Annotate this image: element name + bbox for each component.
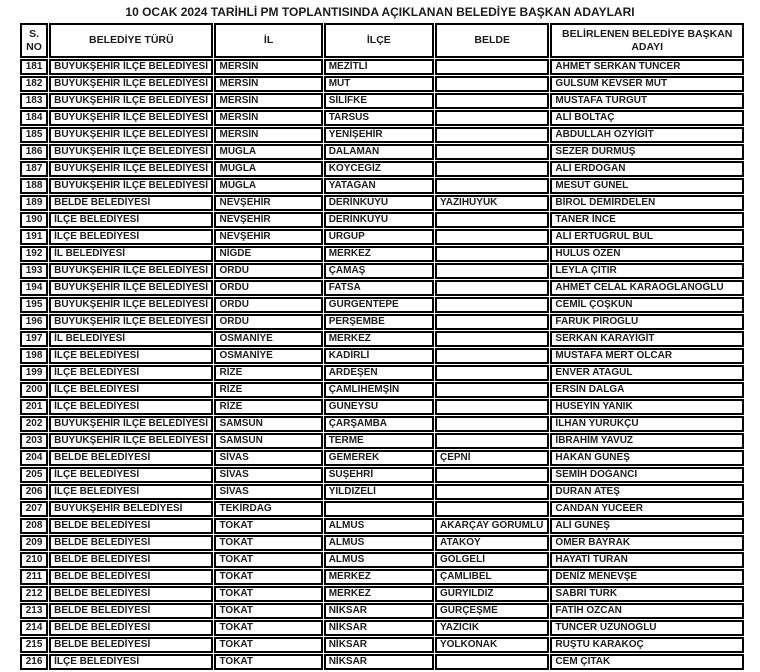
cell-candidate-name: ENVER ATAGÜL [550,365,744,381]
cell-candidate-name: AHMET CELAL KARAOĞLANOĞLU [550,280,744,296]
cell-municipality-type: BELDE BELEDİYESİ [49,450,213,466]
cell-municipality-type: BÜYÜKŞEHİR İLÇE BELEDİYESİ [49,433,213,449]
cell-town [435,467,549,483]
cell-candidate-name: CANDAN YÜCEER [550,501,744,517]
cell-town [435,654,549,670]
column-header-type: BELEDİYE TÜRÜ [49,23,213,58]
cell-town: YOLKONAK [435,637,549,653]
cell-district: MUT [324,76,434,92]
cell-province: TOKAT [214,552,322,568]
cell-municipality-type: BÜYÜKŞEHİR İLÇE BELEDİYESİ [49,314,213,330]
cell-municipality-type: İL BELEDİYESİ [49,331,213,347]
cell-sno: 189 [20,195,48,211]
cell-candidate-name: SEMİH DOĞANCI [550,467,744,483]
table-row [20,263,744,279]
cell-candidate-name: HAKAN GÜNEŞ [550,450,744,466]
cell-province: TOKAT [214,569,322,585]
cell-candidate-name: İBRAHİM YAVUZ [550,433,744,449]
table-row [20,76,744,92]
cell-province: OSMANİYE [214,331,322,347]
table-row [20,178,744,194]
table-row [20,110,744,126]
cell-district: NİKSAR [324,603,434,619]
cell-sno: 193 [20,263,48,279]
column-header-town: BELDE [435,23,549,58]
cell-sno: 202 [20,416,48,432]
cell-town [435,416,549,432]
cell-candidate-name: HAYATİ TURAN [550,552,744,568]
cell-province: TOKAT [214,654,322,670]
cell-province: ORDU [214,314,322,330]
cell-district: ÇAMAŞ [324,263,434,279]
cell-district: TERME [324,433,434,449]
cell-municipality-type: BÜYÜKŞEHİR İLÇE BELEDİYESİ [49,416,213,432]
cell-municipality-type: BÜYÜKŞEHİR İLÇE BELEDİYESİ [49,263,213,279]
cell-province: TOKAT [214,518,322,534]
cell-town [435,297,549,313]
cell-municipality-type: BELDE BELEDİYESİ [49,637,213,653]
cell-candidate-name: MUSTAFA TURGUT [550,93,744,109]
cell-candidate-name: GÜLSÜM KEVSER MUT [550,76,744,92]
cell-district: MERKEZ [324,569,434,585]
cell-district: YATAĞAN [324,178,434,194]
cell-sno: 191 [20,229,48,245]
cell-candidate-name: ALİ ERTUĞRUL BUL [550,229,744,245]
cell-sno: 184 [20,110,48,126]
cell-province: SAMSUN [214,433,322,449]
table-row [20,348,744,364]
table-row [20,280,744,296]
document-title: 10 OCAK 2024 TARİHLİ PM TOPLANTISINDA AÇIKLANAN BELEDİYE BAŞKAN ADAYLARI [125,5,635,19]
cell-sno: 188 [20,178,48,194]
cell-district: GÜNEYSU [324,399,434,415]
cell-district: ÇARŞAMBA [324,416,434,432]
cell-town [435,348,549,364]
cell-town: GÖLGELİ [435,552,549,568]
cell-municipality-type: BÜYÜKŞEHİR İLÇE BELEDİYESİ [49,110,213,126]
cell-province: MERSİN [214,93,322,109]
cell-candidate-name: SEZER DURMUŞ [550,144,744,160]
cell-district: ÇAMLIHEMŞİN [324,382,434,398]
cell-province: MERSİN [214,110,322,126]
cell-sno: 181 [20,59,48,75]
table-row [20,297,744,313]
cell-sno: 183 [20,93,48,109]
cell-municipality-type: BÜYÜKŞEHİR İLÇE BELEDİYESİ [49,297,213,313]
cell-town [435,144,549,160]
cell-candidate-name: ÖMER BAYRAK [550,535,744,551]
cell-province: TOKAT [214,620,322,636]
cell-district: ARDEŞEN [324,365,434,381]
cell-municipality-type: BÜYÜKŞEHİR BELEDİYESİ [49,501,213,517]
cell-sno: 213 [20,603,48,619]
cell-province: NEVŞEHİR [214,195,322,211]
cell-sno: 205 [20,467,48,483]
table-row [20,195,744,211]
cell-municipality-type: BÜYÜKŞEHİR İLÇE BELEDİYESİ [49,144,213,160]
cell-sno: 211 [20,569,48,585]
cell-candidate-name: DENİZ MENEVŞE [550,569,744,585]
cell-province: SAMSUN [214,416,322,432]
cell-province: NİĞDE [214,246,322,262]
cell-district: ALMUS [324,518,434,534]
table-row [20,59,744,75]
cell-district: TARSUS [324,110,434,126]
cell-province: MUĞLA [214,144,322,160]
cell-town [435,280,549,296]
cell-district: NİKSAR [324,620,434,636]
table-row [20,501,744,517]
cell-district: MERKEZ [324,586,434,602]
table-body [20,59,744,670]
table-row [20,127,744,143]
table-row [20,654,744,670]
cell-sno: 207 [20,501,48,517]
cell-town [435,127,549,143]
cell-municipality-type: BELDE BELEDİYESİ [49,535,213,551]
cell-district: NİKSAR [324,654,434,670]
cell-candidate-name: CEMİL ÇOŞKUN [550,297,744,313]
table-row [20,93,744,109]
cell-district: MERKEZ [324,246,434,262]
cell-municipality-type: BÜYÜKŞEHİR İLÇE BELEDİYESİ [49,59,213,75]
cell-sno: 201 [20,399,48,415]
cell-town [435,246,549,262]
cell-district: GÜRGENTEPE [324,297,434,313]
cell-district: SİLİFKE [324,93,434,109]
cell-district: ALMUS [324,535,434,551]
cell-town [435,382,549,398]
cell-sno: 185 [20,127,48,143]
cell-town [435,93,549,109]
cell-province: MUĞLA [214,161,322,177]
cell-town [435,484,549,500]
table-row [20,484,744,500]
cell-municipality-type: BÜYÜKŞEHİR İLÇE BELEDİYESİ [49,161,213,177]
cell-province: TOKAT [214,586,322,602]
cell-candidate-name: ALİ ERDOĞAN [550,161,744,177]
cell-town [435,110,549,126]
cell-town [435,178,549,194]
cell-town [435,76,549,92]
cell-town [435,501,549,517]
table-row [20,433,744,449]
cell-candidate-name: DURAN ATEŞ [550,484,744,500]
cell-town: ÇEPNİ [435,450,549,466]
cell-district: FATSA [324,280,434,296]
cell-town [435,212,549,228]
cell-town [435,365,549,381]
cell-municipality-type: BÜYÜKŞEHİR İLÇE BELEDİYESİ [49,76,213,92]
cell-sno: 197 [20,331,48,347]
cell-municipality-type: BELDE BELEDİYESİ [49,586,213,602]
cell-town: ATAKÖY [435,535,549,551]
cell-town: ÇAMLIBEL [435,569,549,585]
cell-municipality-type: BÜYÜKŞEHİR İLÇE BELEDİYESİ [49,127,213,143]
cell-province: OSMANİYE [214,348,322,364]
cell-candidate-name: RÜŞTÜ KARAKOÇ [550,637,744,653]
table-row [20,637,744,653]
cell-municipality-type: BELDE BELEDİYESİ [49,195,213,211]
cell-town [435,433,549,449]
cell-province: NEVŞEHİR [214,229,322,245]
cell-town: YAZIHÜYÜK [435,195,549,211]
cell-district: DALAMAN [324,144,434,160]
table-row [20,212,744,228]
cell-candidate-name: MESUT GÜNEL [550,178,744,194]
cell-district: GEMEREK [324,450,434,466]
cell-town: AKARÇAY GÖRÜMLÜ [435,518,549,534]
cell-candidate-name: FATİH ÖZCAN [550,603,744,619]
cell-municipality-type: BÜYÜKŞEHİR İLÇE BELEDİYESİ [49,280,213,296]
cell-town [435,229,549,245]
table-row [20,620,744,636]
cell-district: MEZİTLİ [324,59,434,75]
cell-sno: 215 [20,637,48,653]
cell-province: TOKAT [214,637,322,653]
cell-province: TEKİRDAĞ [214,501,322,517]
cell-province: ORDU [214,280,322,296]
cell-candidate-name: ALİ BOLTAÇ [550,110,744,126]
cell-municipality-type: İLÇE BELEDİYESİ [49,654,213,670]
cell-municipality-type: BELDE BELEDİYESİ [49,518,213,534]
cell-town [435,59,549,75]
cell-sno: 210 [20,552,48,568]
cell-sno: 199 [20,365,48,381]
cell-sno: 216 [20,654,48,670]
header-row [20,23,744,58]
cell-province: SİVAS [214,484,322,500]
cell-candidate-name: AHMET SERKAN TUNCER [550,59,744,75]
cell-municipality-type: BELDE BELEDİYESİ [49,603,213,619]
cell-municipality-type: İLÇE BELEDİYESİ [49,348,213,364]
cell-municipality-type: İLÇE BELEDİYESİ [49,229,213,245]
cell-municipality-type: İLÇE BELEDİYESİ [49,467,213,483]
cell-town: YAZICIK [435,620,549,636]
cell-district: DERİNKUYU [324,195,434,211]
cell-sno: 206 [20,484,48,500]
table-header [20,23,744,58]
cell-province: MERSİN [214,127,322,143]
cell-district: SUŞEHRİ [324,467,434,483]
cell-sno: 204 [20,450,48,466]
cell-province: SİVAS [214,467,322,483]
cell-municipality-type: İLÇE BELEDİYESİ [49,399,213,415]
cell-sno: 187 [20,161,48,177]
cell-sno: 186 [20,144,48,160]
column-header-sno: S. NO [20,23,48,58]
cell-district: YENİŞEHİR [324,127,434,143]
cell-candidate-name: ABDULLAH ÖZYİĞİT [550,127,744,143]
cell-candidate-name: LEYLA ÇITIR [550,263,744,279]
cell-district: PERŞEMBE [324,314,434,330]
cell-province: MERSİN [214,59,322,75]
cell-candidate-name: TUNCER UZUNOĞLU [550,620,744,636]
cell-candidate-name: BİROL DEMİRDELEN [550,195,744,211]
cell-candidate-name: TANER İNCE [550,212,744,228]
cell-municipality-type: BÜYÜKŞEHİR İLÇE BELEDİYESİ [49,93,213,109]
candidates-table [19,22,745,671]
cell-municipality-type: BELDE BELEDİYESİ [49,552,213,568]
cell-sno: 194 [20,280,48,296]
cell-province: ORDU [214,263,322,279]
cell-sno: 196 [20,314,48,330]
cell-candidate-name: SABRİ TÜRK [550,586,744,602]
cell-district: NİKSAR [324,637,434,653]
table-row [20,314,744,330]
table-row [20,161,744,177]
cell-sno: 203 [20,433,48,449]
cell-town [435,161,549,177]
cell-municipality-type: İLÇE BELEDİYESİ [49,212,213,228]
cell-province: SİVAS [214,450,322,466]
column-header-district: İLÇE [324,23,434,58]
cell-district: ÜRGÜP [324,229,434,245]
cell-province: RİZE [214,365,322,381]
table-row [20,450,744,466]
table-row [20,535,744,551]
cell-municipality-type: BÜYÜKŞEHİR İLÇE BELEDİYESİ [49,178,213,194]
table-row [20,569,744,585]
cell-sno: 212 [20,586,48,602]
cell-province: RİZE [214,399,322,415]
cell-sno: 208 [20,518,48,534]
cell-sno: 182 [20,76,48,92]
cell-sno: 195 [20,297,48,313]
cell-town: GÜRYILDIZ [435,586,549,602]
cell-candidate-name: İLHAN YÜRÜKÇÜ [550,416,744,432]
table-row [20,603,744,619]
column-header-province: İL [214,23,322,58]
column-header-candidate: BELİRLENEN BELEDİYE BAŞKAN ADAYI [550,23,744,58]
cell-province: ORDU [214,297,322,313]
cell-municipality-type: BELDE BELEDİYESİ [49,620,213,636]
cell-candidate-name: SERKAN KARAYİĞİT [550,331,744,347]
cell-district: YILDIZELİ [324,484,434,500]
table-row [20,144,744,160]
cell-province: MUĞLA [214,178,322,194]
cell-sno: 190 [20,212,48,228]
cell-district: KÖYCEĞİZ [324,161,434,177]
table-row [20,399,744,415]
cell-candidate-name: FARUK PİROĞLU [550,314,744,330]
cell-town [435,331,549,347]
table-row [20,467,744,483]
table-row [20,518,744,534]
cell-town [435,399,549,415]
cell-province: TOKAT [214,535,322,551]
cell-province: MERSİN [214,76,322,92]
cell-sno: 198 [20,348,48,364]
cell-district [324,501,434,517]
table-row [20,229,744,245]
cell-municipality-type: BELDE BELEDİYESİ [49,569,213,585]
table-row [20,365,744,381]
cell-district: MERKEZ [324,331,434,347]
table-row [20,586,744,602]
cell-sno: 209 [20,535,48,551]
cell-town [435,263,549,279]
table-row [20,246,744,262]
cell-district: DERİNKUYU [324,212,434,228]
cell-town: GÜRÇEŞME [435,603,549,619]
table-row [20,552,744,568]
table-row [20,416,744,432]
cell-province: NEVŞEHİR [214,212,322,228]
cell-sno: 192 [20,246,48,262]
cell-sno: 200 [20,382,48,398]
table-row [20,331,744,347]
cell-candidate-name: HULUS ÖZEN [550,246,744,262]
cell-municipality-type: İLÇE BELEDİYESİ [49,365,213,381]
cell-district: KADİRLİ [324,348,434,364]
cell-candidate-name: CEM ÇITAK [550,654,744,670]
cell-district: ALMUS [324,552,434,568]
cell-municipality-type: İL BELEDİYESİ [49,246,213,262]
table-row [20,382,744,398]
cell-municipality-type: İLÇE BELEDİYESİ [49,484,213,500]
cell-province: TOKAT [214,603,322,619]
cell-candidate-name: ALİ GÜNEŞ [550,518,744,534]
cell-candidate-name: HÜSEYİN YANIK [550,399,744,415]
cell-candidate-name: MUSTAFA MERT OLCAR [550,348,744,364]
cell-municipality-type: İLÇE BELEDİYESİ [49,382,213,398]
cell-town [435,314,549,330]
cell-sno: 214 [20,620,48,636]
cell-candidate-name: ERSİN DALGA [550,382,744,398]
cell-province: RİZE [214,382,322,398]
